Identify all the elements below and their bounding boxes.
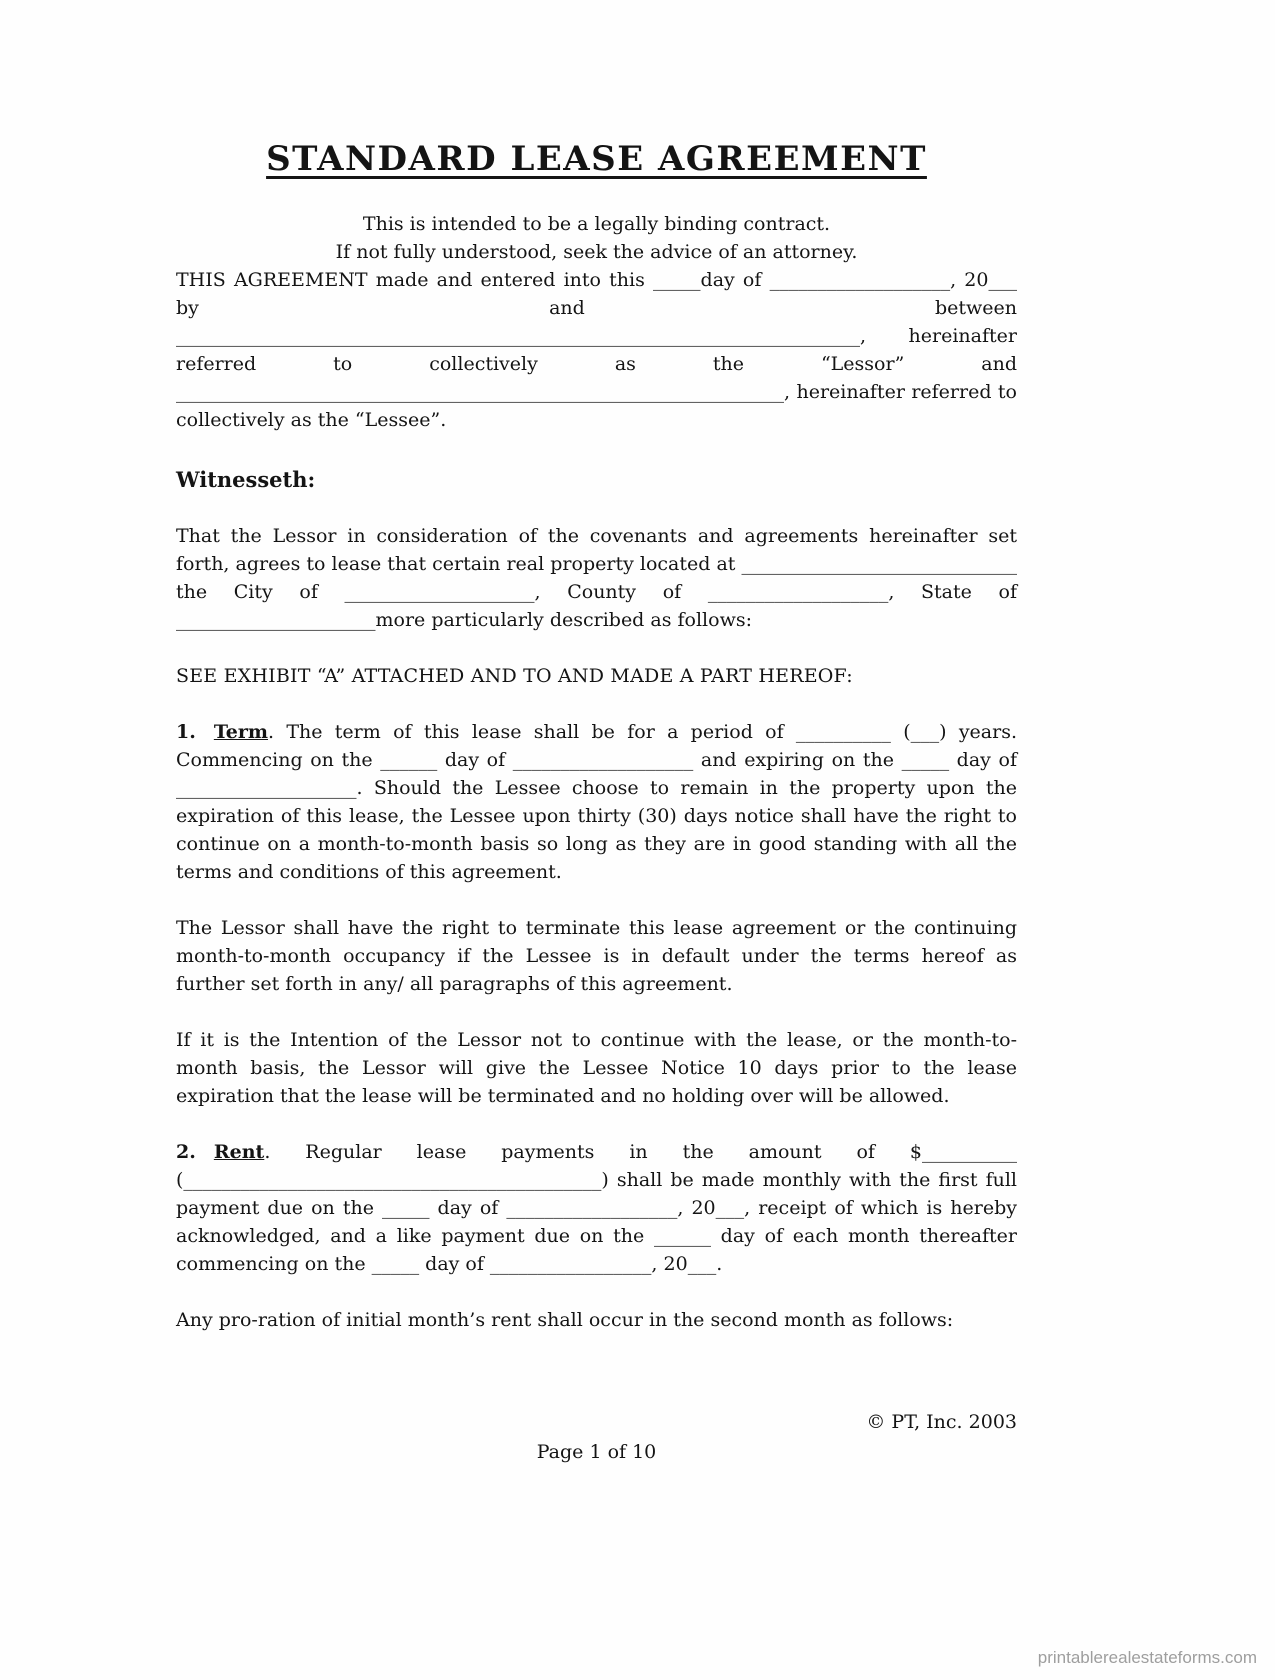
notice-line-1: This is intended to be a legally binding contract. [362, 213, 831, 235]
notice-line-2: If not fully understood, seek the advice of an attorney. [335, 241, 858, 263]
witnesseth-heading: Witnesseth: [176, 467, 316, 492]
footer-page-number: Page 1 of 10 [536, 1441, 657, 1463]
watermark-text: printablerealestateforms.com [1037, 1648, 1257, 1667]
term-paragraph-2: The Lessor shall have the right to terminate this lease agreement or the continuing month-to-month occupancy if the Lessee is in default under the terms hereof as further set forth in any/ all paragraphs of this agreement. [176, 917, 1017, 995]
rent-clause [176, 1138, 1017, 1278]
witnesseth-paragraph: That the Lessor in consideration of the covenants and agreements hereinafter set forth, agrees to lease that certain real property located at _____________________________ the City of ____________________, County of ___________________, State of _____________________more particularly described as follows: [176, 525, 1017, 631]
term-clause-body: . The term of this lease shall be for a period of __________ (___) years. Commencing on the ______ day of ___________________ and expiring on the _____ day of ___________________. Should the Lessee choose to remain in the property upon the expiration of this lease, the Lessee upon thirty (30) days notice shall have the right to continue on a month-to-month basis so long as they are in good standing with all the terms and conditions of this agreement. [176, 721, 1017, 883]
term-clause [176, 718, 1017, 886]
term-paragraph-3: If it is the Intention of the Lessor not to continue with the lease, or the month-to-month basis, the Lessor will give the Lessee Notice 10 days prior to the lease expiration that the lease will be terminated and no holding over will be allowed. [176, 1029, 1017, 1107]
rent-clause-number: 2. [176, 1141, 196, 1163]
term-clause-number: 1. [176, 721, 196, 743]
term-clause-label: Term [213, 721, 269, 743]
exhibit-line: SEE EXHIBIT “A” ATTACHED AND TO AND MADE A PART HEREOF: [176, 665, 853, 687]
intro-paragraph: THIS AGREEMENT made and entered into this _____day of ___________________, 20___ by and between ________________________________________________________________________, hereinafter referred to collectively as the “Lessor” and ________________________________________________________________, hereinafter referred to collectively as the “Lessee”. [176, 269, 1017, 431]
footer-copyright: © PT, Inc. 2003 [866, 1411, 1017, 1433]
rent-clause-label: Rent [213, 1141, 265, 1163]
rent-clause-body: . Regular lease payments in the amount of $__________ (____________________________________________) shall be made monthly with the first full payment due on the _____ day of __________________, 20___, receipt of which is hereby acknowledged, and a like payment due on the ______ day of each month thereafter commencing on the _____ day of _________________, 20___. [176, 1141, 1017, 1275]
document-title: STANDARD LEASE AGREEMENT [266, 139, 927, 179]
proration-line: Any pro-ration of initial month’s rent shall occur in the second month as follows: [176, 1309, 954, 1331]
